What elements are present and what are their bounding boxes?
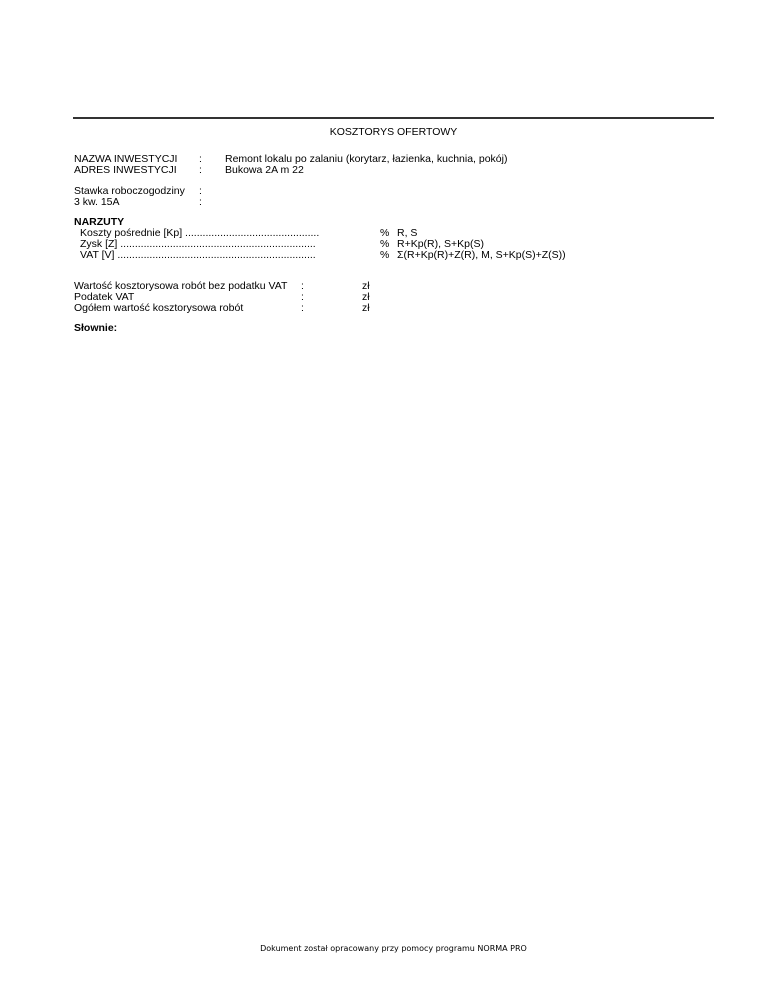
investment-address-value: Bukowa 2A m 22 [225, 164, 304, 176]
total-label-net: Wartość kosztorysowa robót bez podatku VAT [74, 280, 288, 292]
total-label-gross: Ogółem wartość kosztorysowa robót [74, 302, 244, 314]
total-colon-net: : [301, 280, 304, 292]
surcharge-pct-z: % [380, 238, 390, 250]
surcharge-pct-kp: % [380, 227, 390, 239]
total-colon-vat: : [301, 291, 304, 303]
rate-colon-1: : [199, 185, 202, 197]
top-rule [73, 117, 714, 119]
surcharge-pct-vat: % [380, 249, 390, 261]
surcharge-basis-z: R+Kp(R), S+Kp(S) [397, 238, 484, 250]
investment-name-value: Remont lokalu po zalaniu (korytarz, łazienka, kuchnia, pokój) [225, 153, 508, 165]
rate-sub-label: 3 kw. 15A [74, 196, 120, 208]
page-footer: Dokument został opracowany przy pomocy programu NORMA PRO [260, 944, 527, 953]
words-label: Słownie: [74, 322, 118, 334]
total-label-vat: Podatek VAT [74, 291, 135, 303]
total-unit-vat: zł [362, 291, 370, 303]
total-unit-gross: zł [362, 302, 370, 314]
surcharge-label-kp: Koszty pośrednie [Kp] .............................................. [80, 227, 320, 239]
investment-name-label: NAZWA INWESTYCJI [74, 153, 178, 165]
investment-address-label: ADRES INWESTYCJI [74, 164, 177, 176]
rate-label: Stawka roboczogodziny [74, 185, 185, 197]
document-title: KOSZTORYS OFERTOWY [329, 126, 458, 138]
surcharge-label-z: Zysk [Z] ................................................................... [80, 238, 316, 250]
surcharge-basis-kp: R, S [397, 227, 418, 239]
investment-name-colon: : [199, 153, 202, 165]
total-unit-net: zł [362, 280, 370, 292]
surcharge-basis-vat: Σ(R+Kp(R)+Z(R), M, S+Kp(S)+Z(S)) [397, 249, 566, 261]
surcharges-heading: NARZUTY [74, 216, 125, 228]
investment-address-colon: : [199, 164, 202, 176]
surcharge-label-vat: VAT [V] .................................................................... [80, 249, 316, 261]
total-colon-gross: : [301, 302, 304, 314]
rate-colon-2: : [199, 196, 202, 208]
